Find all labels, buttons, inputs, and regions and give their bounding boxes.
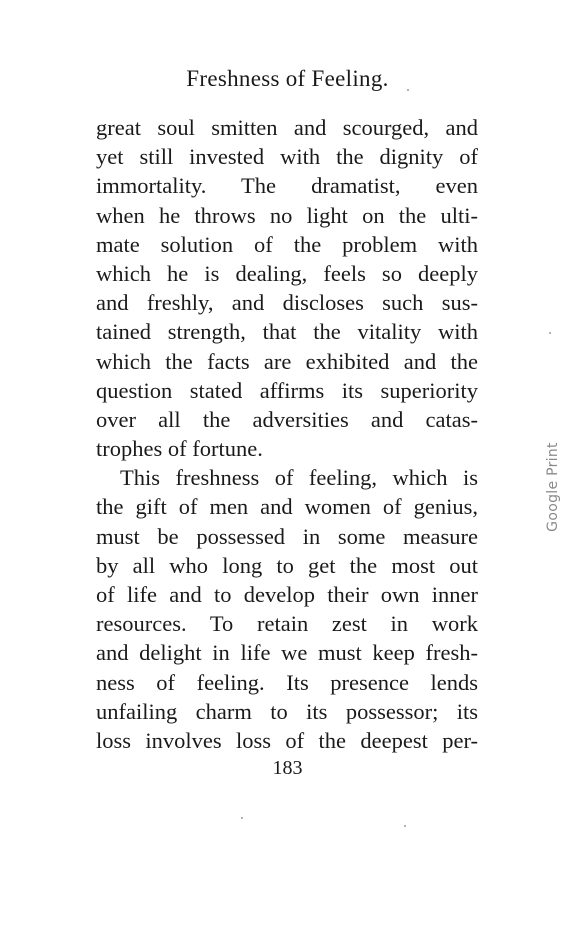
text-line: trophes of fortune. (96, 436, 263, 462)
body-text (96, 113, 478, 755)
text-line: by all who long to get the most out (96, 552, 478, 578)
text-line: tained strength, that the vitality with (96, 319, 478, 345)
text-line: must be possessed in some measure (96, 523, 478, 549)
text-line: yet still invested with the dignity of (96, 144, 478, 170)
scan-speck (404, 825, 406, 827)
text-line: and freshly, and discloses such sus- (96, 290, 478, 316)
scan-watermark: Google Print (545, 442, 561, 532)
scan-speck (241, 817, 243, 819)
text-line: and delight in life we must keep fresh- (96, 640, 478, 666)
page-number: 183 (272, 757, 303, 779)
text-line: This freshness of feeling, which is (120, 465, 478, 491)
text-line: unfailing charm to its possessor; its (96, 698, 478, 724)
text-line: resources. To retain zest in work (96, 611, 478, 637)
scan-speck (549, 332, 551, 334)
text-line: which the facts are exhibited and the (96, 348, 478, 374)
paragraph-2 (96, 463, 478, 755)
text-line: the gift of men and women of genius, (96, 494, 478, 520)
paragraph-1 (96, 113, 478, 463)
text-line: over all the adversities and catas- (96, 406, 478, 432)
text-line: when he throws no light on the ulti- (96, 202, 478, 228)
text-line: question stated affirms its superiority (96, 377, 478, 403)
text-line: immortality. The dramatist, even (96, 173, 478, 199)
text-line: which he is dealing, feels so deeply (96, 260, 478, 286)
text-line: great soul smitten and scourged, and (96, 115, 478, 140)
running-head: Freshness of Feeling. (186, 66, 389, 91)
text-line: of life and to develop their own inner (96, 582, 478, 607)
text-line: mate solution of the problem with (96, 231, 478, 257)
text-line: ness of feeling. Its presence lends (96, 669, 478, 695)
text-line: loss involves loss of the deepest per- (96, 727, 478, 753)
scan-speck (407, 89, 409, 91)
